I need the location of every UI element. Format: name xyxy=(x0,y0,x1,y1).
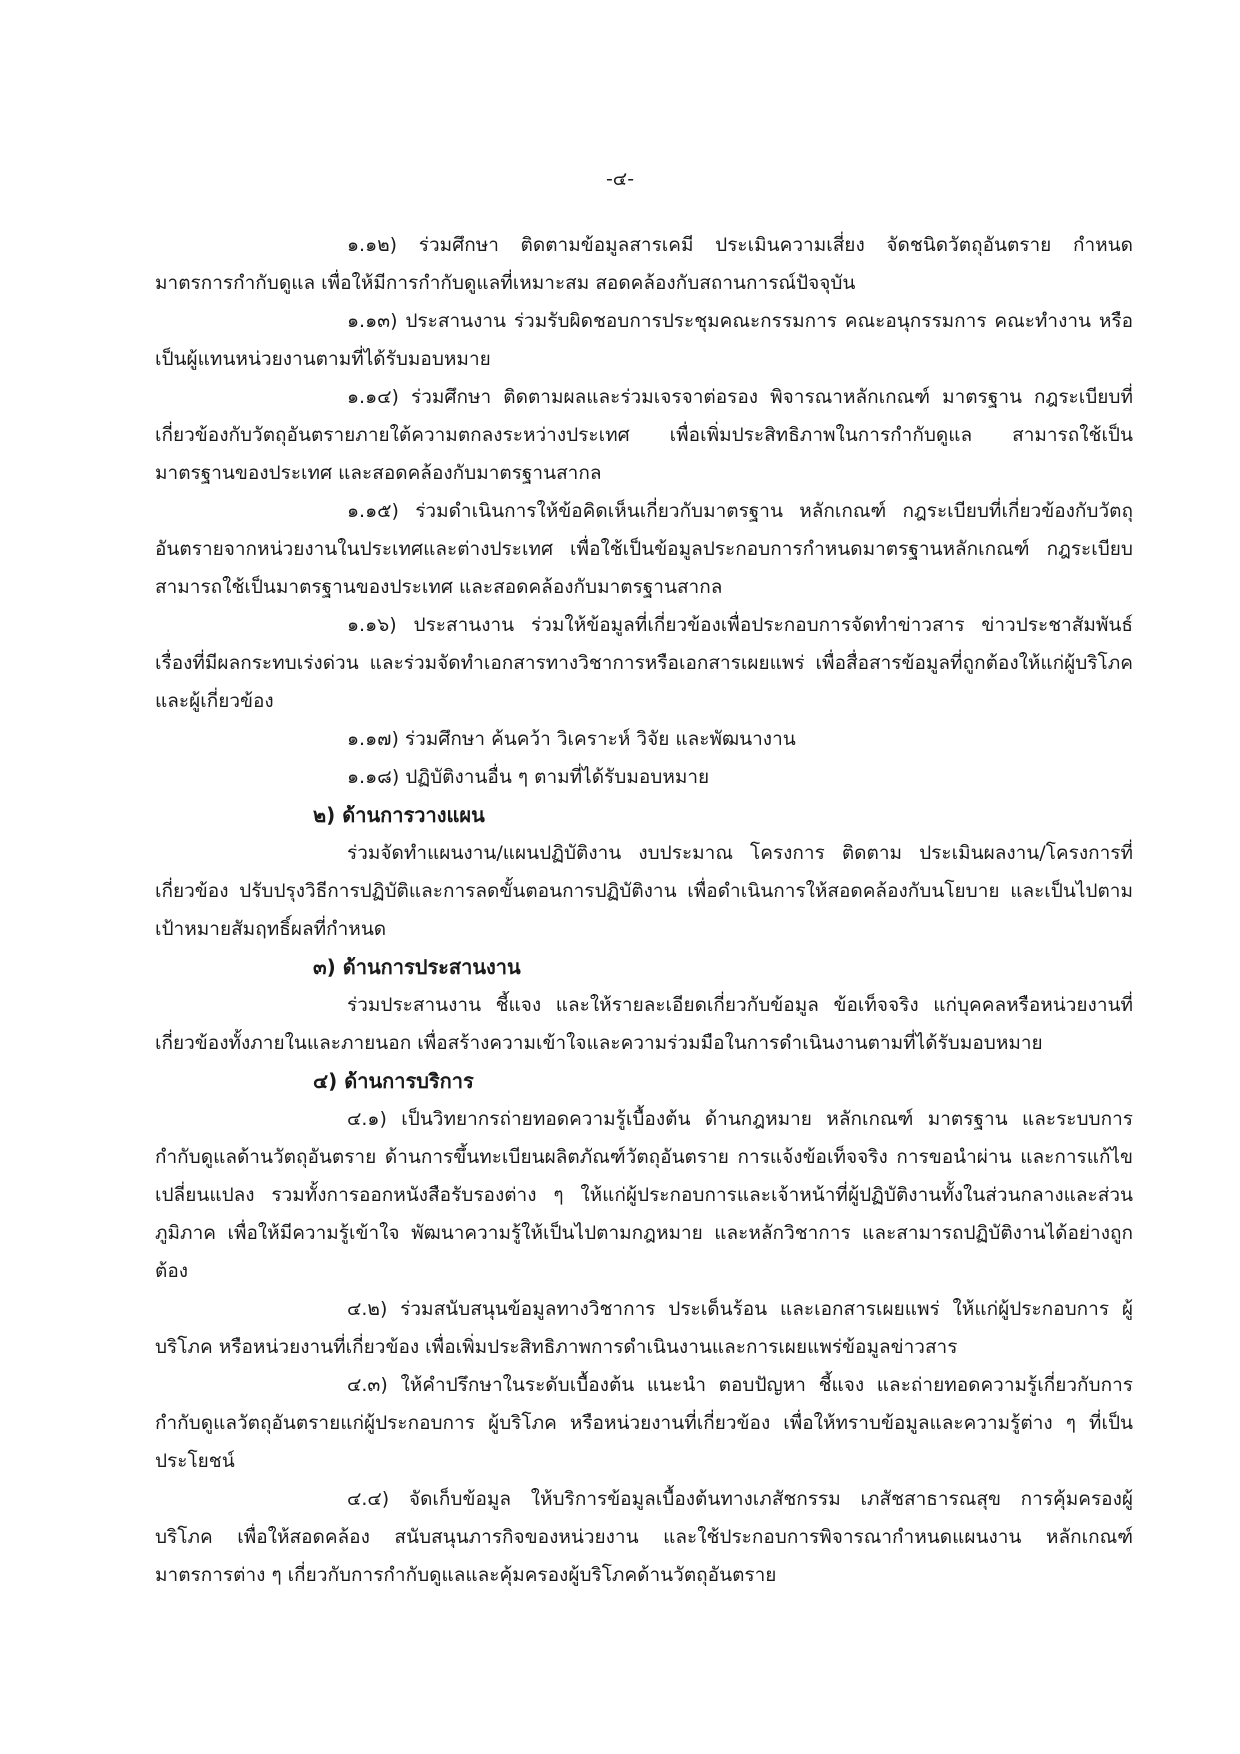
item-1-15: ๑.๑๕) ร่วมดำเนินการให้ข้อคิดเห็นเกี่ยวกับมาตรฐาน หลักเกณฑ์ กฎระเบียบที่เกี่ยวข้องกับวัตถุอันตรายจากหน่วยงานในประเทศและต่างประเทศ เพื่อใช้เป็นข้อมูลประกอบการกำหนดมาตรฐานหลักเกณฑ์ กฎระเบียบ สามารถใช้เป็นมาตรฐานของประเทศ และสอดคล้องกับมาตรฐานสากล xyxy=(155,500,1133,598)
item-4-4: ๔.๔) จัดเก็บข้อมูล ให้บริการข้อมูลเบื้องต้นทางเภสัชกรรม เภสัชสาธารณสุข การคุ้มครองผู้บริโภค เพื่อให้สอดคล้อง สนับสนุนภารกิจของหน่วยงาน และใช้ประกอบการพิจารณากำหนดแผนงาน หลักเกณฑ์ มาตรการต่าง ๆ เกี่ยวกับการกำกับดูแลและคุ้มครองผู้บริโภคด้านวัตถุอันตราย xyxy=(155,1488,1133,1586)
section-3-heading: ๓) ด้านการประสานงาน xyxy=(313,955,521,979)
section-4-heading: ๔) ด้านการบริการ xyxy=(313,1069,474,1093)
item-1-13: ๑.๑๓) ประสานงาน ร่วมรับผิดชอบการประชุมคณะกรรมการ คณะอนุกรรมการ คณะทำงาน หรือเป็นผู้แทนหน่วยงานตามที่ได้รับมอบหมาย xyxy=(155,310,1133,370)
section-2-body: ร่วมจัดทำแผนงาน/แผนปฏิบัติงาน งบประมาณ โครงการ ติดตาม ประเมินผลงาน/โครงการที่เกี่ยวข้อง ปรับปรุงวิธีการปฏิบัติและการลดขั้นตอนการปฏิบัติงาน เพื่อดำเนินการให้สอดคล้องกับนโยบาย และเป็นไปตามเป้าหมายสัมฤทธิ์ผลที่กำหนด xyxy=(155,842,1133,940)
page-number: -๔- xyxy=(605,168,635,190)
item-4-1: ๔.๑) เป็นวิทยากรถ่ายทอดความรู้เบื้องต้น ด้านกฎหมาย หลักเกณฑ์ มาตรฐาน และระบบการกำกับดูแลด้านวัตถุอันตราย ด้านการขึ้นทะเบียนผลิตภัณฑ์วัตถุอันตราย การแจ้งข้อเท็จจริง การขอนำผ่าน และการแก้ไขเปลี่ยนแปลง รวมทั้งการออกหนังสือรับรองต่าง ๆ ให้แก่ผู้ประกอบการและเจ้าหน้าที่ผู้ปฏิบัติงานทั้งในส่วนกลางและส่วนภูมิภาค เพื่อให้มีความรู้เข้าใจ พัฒนาความรู้ให้เป็นไปตามกฎหมาย และหลักวิชาการ และสามารถปฏิบัติงานได้อย่างถูกต้อง xyxy=(155,1108,1133,1282)
item-1-16: ๑.๑๖) ประสานงาน ร่วมให้ข้อมูลที่เกี่ยวข้องเพื่อประกอบการจัดทำข่าวสาร ข่าวประชาสัมพันธ์ เรื่องที่มีผลกระทบเร่งด่วน และร่วมจัดทำเอกสารทางวิชาการหรือเอกสารเผยแพร่ เพื่อสื่อสารข้อมูลที่ถูกต้องให้แก่ผู้บริโภคและผู้เกี่ยวข้อง xyxy=(155,614,1133,712)
section-2-heading: ๒) ด้านการวางแผน xyxy=(313,803,485,827)
item-1-14: ๑.๑๔) ร่วมศึกษา ติดตามผลและร่วมเจรจาต่อรอง พิจารณาหลักเกณฑ์ มาตรฐาน กฎระเบียบที่เกี่ยวข้องกับวัตถุอันตรายภายใต้ความตกลงระหว่างประเทศ เพื่อเพิ่มประสิทธิภาพในการกำกับดูแล สามารถใช้เป็นมาตรฐานของประเทศ และสอดคล้องกับมาตรฐานสากล xyxy=(155,386,1133,484)
item-4-3: ๔.๓) ให้คำปรึกษาในระดับเบื้องต้น แนะนำ ตอบปัญหา ชี้แจง และถ่ายทอดความรู้เกี่ยวกับการกำกับดูแลวัตถุอันตรายแก่ผู้ประกอบการ ผู้บริโภค หรือหน่วยงานที่เกี่ยวข้อง เพื่อให้ทราบข้อมูลและความรู้ต่าง ๆ ที่เป็นประโยชน์ xyxy=(155,1374,1133,1472)
item-1-12: ๑.๑๒) ร่วมศึกษา ติดตามข้อมูลสารเคมี ประเมินความเสี่ยง จัดชนิดวัตถุอันตราย กำหนดมาตรการกำกับดูแล เพื่อให้มีการกำกับดูแลที่เหมาะสม สอดคล้องกับสถานการณ์ปัจจุบัน xyxy=(155,234,1133,294)
section-3-body: ร่วมประสานงาน ชี้แจง และให้รายละเอียดเกี่ยวกับข้อมูล ข้อเท็จจริง แก่บุคคลหรือหน่วยงานที่เกี่ยวข้องทั้งภายในและภายนอก เพื่อสร้างความเข้าใจและความร่วมมือในการดำเนินงานตามที่ได้รับมอบหมาย xyxy=(155,994,1133,1054)
item-1-17: ๑.๑๗) ร่วมศึกษา ค้นคว้า วิเคราะห์ วิจัย และพัฒนางาน xyxy=(347,728,796,750)
document-body xyxy=(155,226,1133,1594)
item-1-18: ๑.๑๘) ปฏิบัติงานอื่น ๆ ตามที่ได้รับมอบหมาย xyxy=(347,766,710,788)
item-4-2: ๔.๒) ร่วมสนับสนุนข้อมูลทางวิชาการ ประเด็นร้อน และเอกสารเผยแพร่ ให้แก่ผู้ประกอบการ ผู้บริโภค หรือหน่วยงานที่เกี่ยวข้อง เพื่อเพิ่มประสิทธิภาพการดำเนินงานและการเผยแพร่ข้อมูลข่าวสาร xyxy=(155,1298,1133,1358)
